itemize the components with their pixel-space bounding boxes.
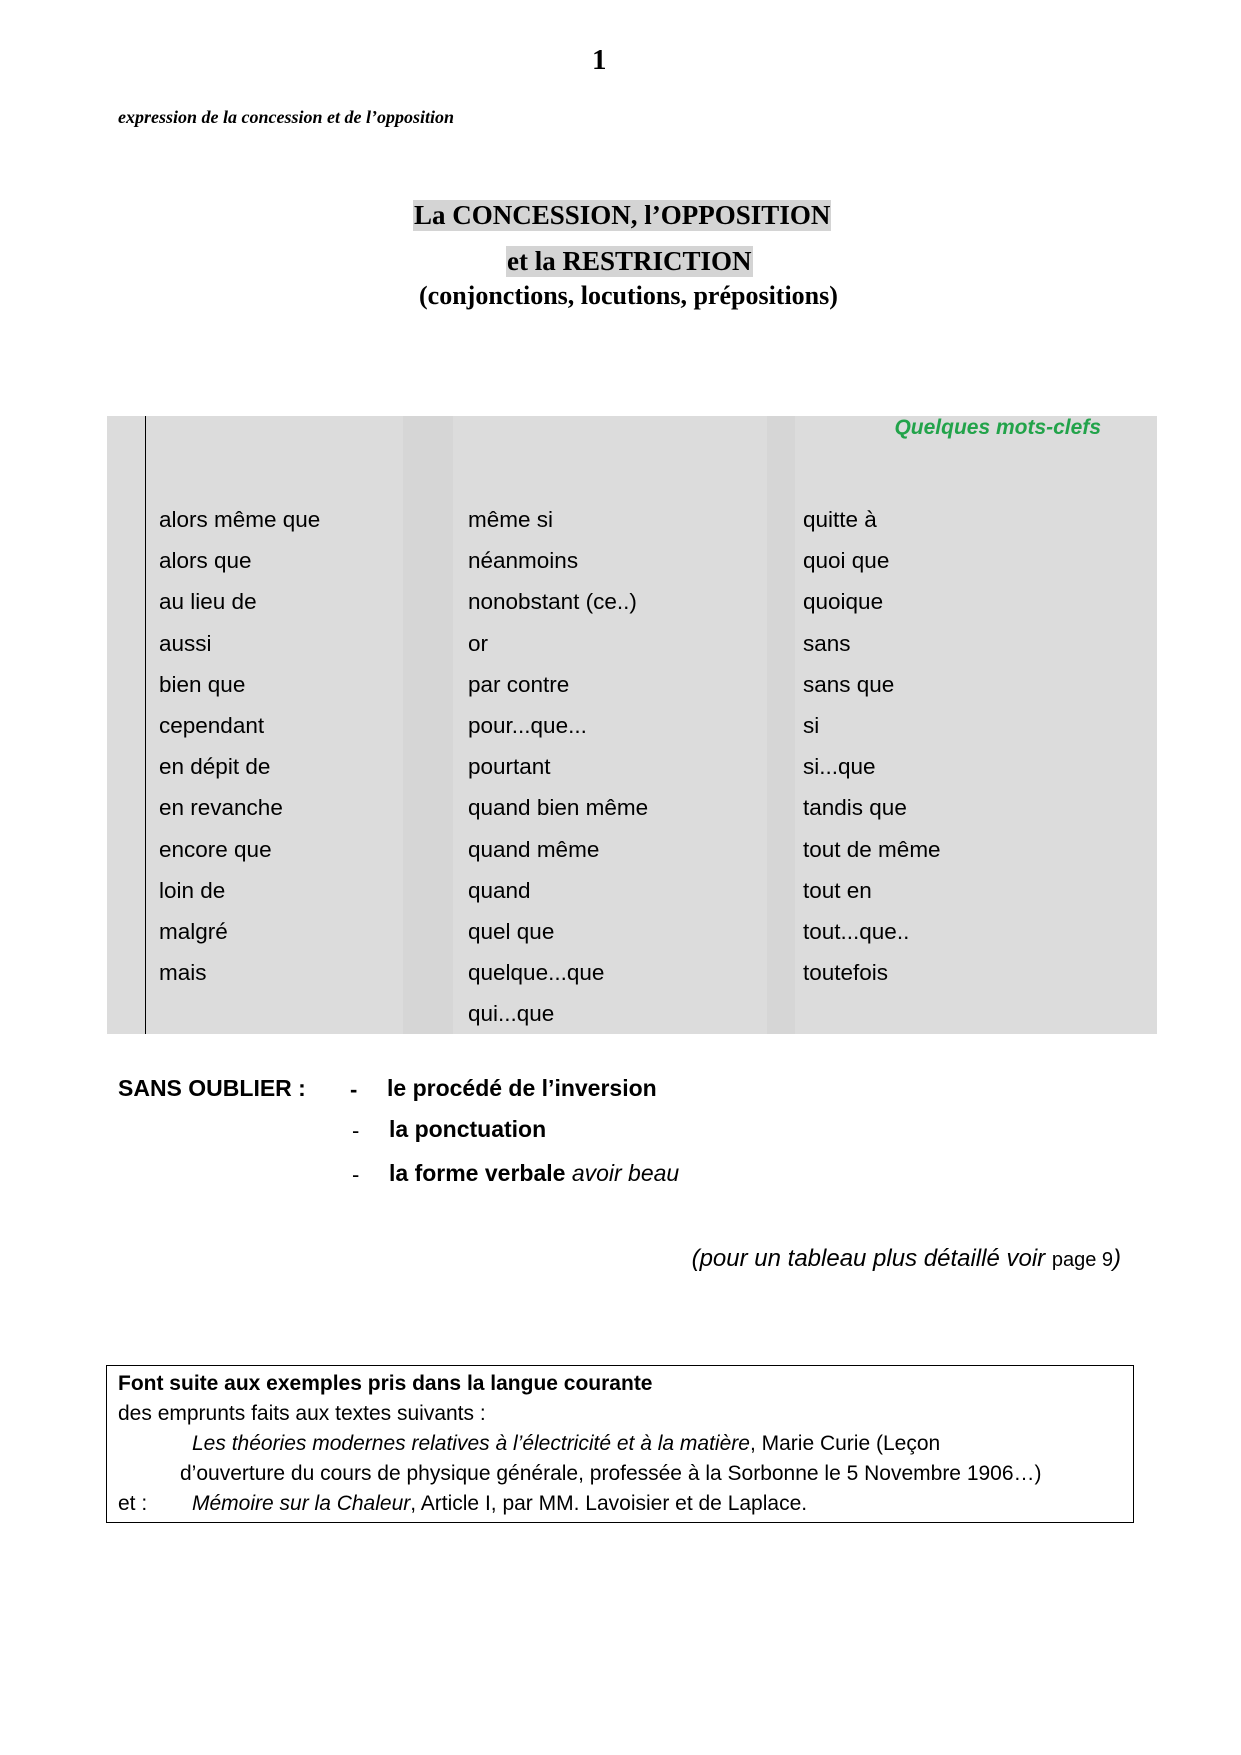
keyword: en dépit de bbox=[159, 754, 271, 780]
keyword: sans bbox=[803, 630, 851, 656]
keyword: bien que bbox=[159, 671, 246, 697]
see-more-note bbox=[692, 1245, 1121, 1273]
keyword: alors que bbox=[159, 548, 252, 574]
keyword: nonobstant (ce..) bbox=[468, 589, 637, 615]
keyword: tandis que bbox=[803, 795, 907, 821]
keyword: quand bbox=[468, 877, 531, 903]
column-shading bbox=[403, 416, 453, 1034]
keyword: cependant bbox=[159, 712, 265, 738]
keywords-table bbox=[107, 416, 1157, 1034]
keyword: quoique bbox=[803, 589, 884, 615]
sources-box bbox=[106, 1365, 1134, 1523]
reminder-item: le procédé de l’inversion bbox=[387, 1075, 657, 1101]
page-number: 1 bbox=[592, 44, 607, 76]
bullet-dash: - bbox=[352, 1162, 360, 1187]
bullet-dash: - bbox=[352, 1118, 360, 1143]
table-left-rule bbox=[145, 416, 146, 1034]
keyword: pour...que... bbox=[468, 712, 587, 738]
keyword: quitte à bbox=[803, 507, 877, 532]
keyword: quoi que bbox=[803, 548, 890, 574]
keywords-column-1 bbox=[159, 499, 320, 993]
keyword: or bbox=[468, 630, 489, 656]
sans-oublier-label: SANS OUBLIER : bbox=[118, 1075, 306, 1101]
title-subtitle: (conjonctions, locutions, prépositions) bbox=[419, 281, 838, 310]
keyword: quand bien même bbox=[468, 795, 649, 821]
title-line-1: La CONCESSION, l’OPPOSITION bbox=[414, 200, 831, 230]
keyword: malgré bbox=[159, 918, 228, 944]
keywords-column-3 bbox=[803, 499, 941, 993]
source-author: , Marie Curie (Leçon bbox=[749, 1432, 941, 1455]
keyword: tout en bbox=[803, 877, 872, 903]
keywords-heading: Quelques mots-clefs bbox=[894, 416, 1101, 439]
keyword: par contre bbox=[468, 671, 570, 697]
keyword: en revanche bbox=[159, 795, 283, 821]
reminder-item bbox=[389, 1160, 679, 1187]
reminder-item: la ponctuation bbox=[389, 1116, 547, 1142]
title-line-2: et la RESTRICTION bbox=[507, 246, 752, 276]
keyword: si bbox=[803, 712, 820, 738]
keyword: si...que bbox=[803, 754, 876, 780]
keyword: sans que bbox=[803, 671, 895, 697]
source-reference-1 bbox=[192, 1429, 1123, 1459]
reminder-item-text: la forme verbale bbox=[389, 1160, 566, 1186]
source-et-label: et : bbox=[118, 1492, 148, 1515]
keyword: au lieu de bbox=[159, 589, 257, 615]
keyword: tout...que.. bbox=[803, 918, 910, 944]
keyword: quand même bbox=[468, 836, 600, 862]
keyword: pourtant bbox=[468, 754, 551, 780]
source-reference-2 bbox=[192, 1489, 807, 1519]
keyword: alors même que bbox=[159, 507, 321, 532]
source-reference-1-cont: d’ouverture du cours de physique générale, professée à la Sorbonne le 5 Novembre 1906…) bbox=[180, 1462, 1042, 1485]
keyword: qui...que bbox=[468, 1001, 555, 1027]
sources-subintro: des emprunts faits aux textes suivants : bbox=[118, 1402, 486, 1425]
running-header: expression de la concession et de l’opposition bbox=[118, 107, 454, 127]
keyword: quelque...que bbox=[468, 960, 605, 986]
keyword: encore que bbox=[159, 836, 272, 862]
keyword: néanmoins bbox=[468, 548, 579, 574]
keyword: tout de même bbox=[803, 836, 941, 862]
keyword: quel que bbox=[468, 918, 555, 944]
see-more-text: (pour un tableau plus détaillé voir bbox=[691, 1245, 1052, 1272]
sources-intro: Font suite aux exemples pris dans la langue courante bbox=[118, 1372, 653, 1395]
bullet-dash: - bbox=[350, 1077, 358, 1102]
column-shading bbox=[767, 416, 795, 1034]
source-title: Mémoire sur la Chaleur bbox=[192, 1492, 411, 1515]
reminder-item-italic: avoir beau bbox=[571, 1160, 680, 1186]
source-title: Les théories modernes relatives à l’électricité et à la matière bbox=[192, 1432, 750, 1455]
page-reference: page 9 bbox=[1051, 1249, 1113, 1271]
keyword: mais bbox=[159, 960, 207, 986]
keywords-column-2 bbox=[468, 499, 648, 1034]
see-more-close: ) bbox=[1113, 1245, 1121, 1272]
keyword: aussi bbox=[159, 630, 212, 656]
source-author: , Article I, par MM. Lavoisier et de Laplace. bbox=[410, 1492, 808, 1515]
keyword: même si bbox=[468, 507, 554, 532]
keyword: loin de bbox=[159, 877, 226, 903]
keyword: toutefois bbox=[803, 960, 889, 986]
